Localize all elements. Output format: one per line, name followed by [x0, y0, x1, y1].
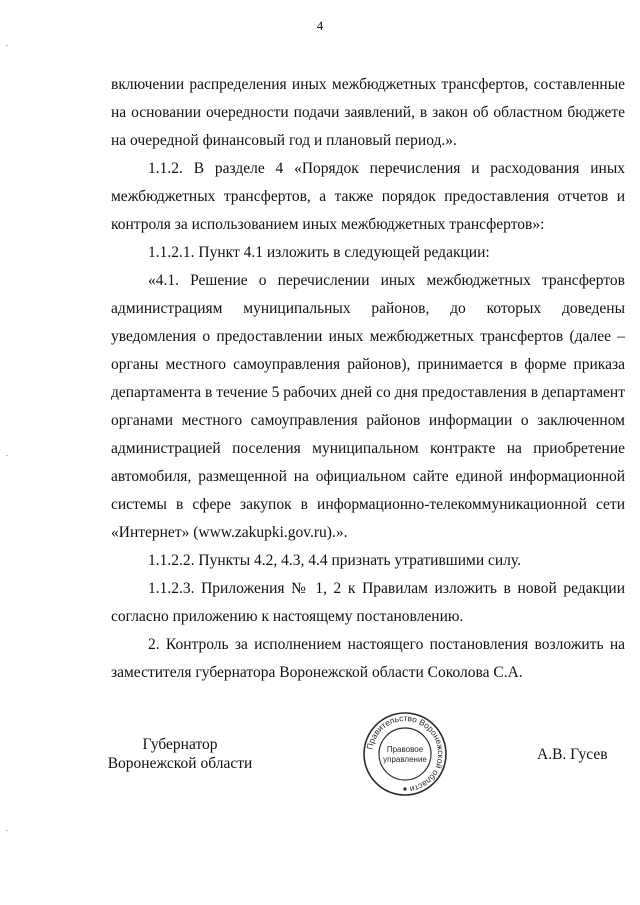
- official-stamp: [362, 711, 448, 797]
- paragraph-1-1-2-2: 1.1.2.2. Пункты 4.2, 4.3, 4.4 признать утратившими силу.: [148, 552, 521, 569]
- stamp-bottom-dot: [403, 787, 406, 790]
- stamp-center-line1: Правовое: [386, 745, 424, 754]
- paragraph-continuation: включении распределения иных межбюджетных трансфертов, составленные на основании очередности подачи заявлений, в закон об областном бюджете на очередной финансовый год и плановый период.».: [111, 76, 625, 149]
- page-number: 4: [316, 18, 324, 33]
- paragraph-2-control: 2. Контроль за исполнением настоящего постановления возложить на заместителя губернатора Воронежской области Соколова С.А.: [111, 636, 625, 681]
- signatory-position: [105, 735, 255, 773]
- margin-mark: [6, 45, 8, 46]
- paragraph-1-1-2-3: 1.1.2.3. Приложения № 1, 2 к Правилам изложить в новой редакции согласно приложению к настоящему постановлению.: [111, 580, 625, 625]
- paragraph-quote-4-1: «4.1. Решение о перечислении иных межбюджетных трансфертов администрациям муниципальных районов, до которых доведены уведомления о предоставлении иных межбюджетных трансфертов (далее – органы местного самоуправления районов), принимается в форме приказа департамента в течение 5 рабочих дней со дня предоставления в департамент органами местного самоуправления районов информации о заключенном администрацией поселения муниципальном контракте на приобретение автомобиля, размещенной на официальном сайте единой информационной системы в сфере закупок в информационно-телекоммуникационной сети «Интернет» (www.zakupki.gov.ru).».: [111, 272, 625, 541]
- margin-mark: [6, 455, 8, 456]
- signatory-region: Воронежской области: [107, 755, 253, 772]
- document-body: [111, 71, 625, 687]
- stamp-ring-text: Правительство Воронежской области: [364, 712, 447, 795]
- signatory-name: А.В. Гусев: [537, 746, 608, 763]
- signatory-title: Губернатор: [142, 736, 218, 753]
- paragraph-1-1-2-1: 1.1.2.1. Пункт 4.1 изложить в следующей редакции:: [148, 244, 490, 261]
- paragraph-1-1-2: 1.1.2. В разделе 4 «Порядок перечисления и расходования иных межбюджетных трансфертов, а также порядок предоставления отчетов и контроля за использованием иных межбюджетных трансфертов»:: [111, 160, 625, 233]
- stamp-inner-ring: [379, 728, 431, 780]
- stamp-center-line2: управление: [383, 755, 427, 764]
- margin-mark: [6, 830, 8, 831]
